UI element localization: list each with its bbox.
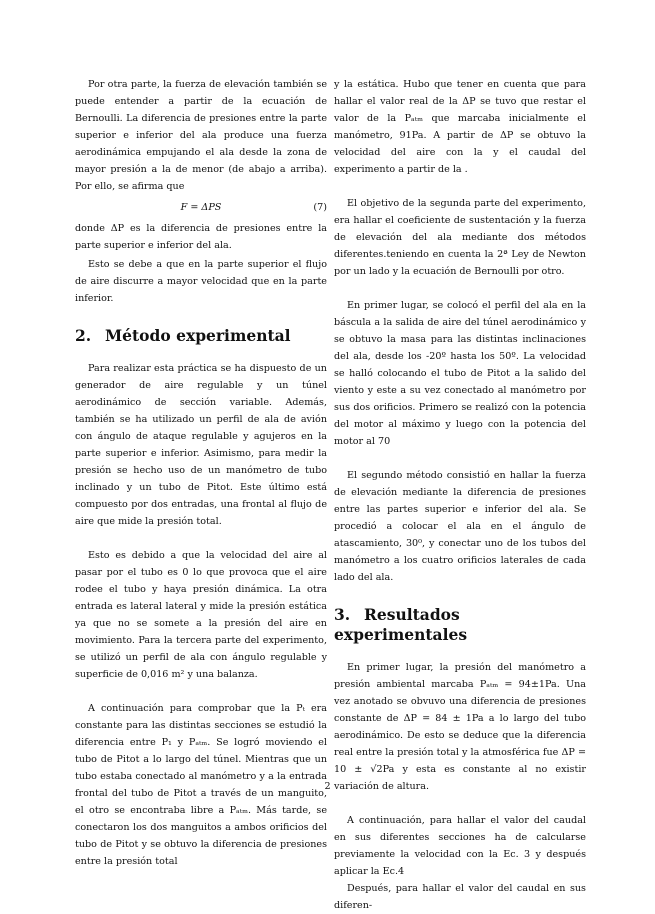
section-title: Método experimental	[105, 326, 291, 345]
paragraph: Después, para hallar el valor del caudal en sus diferen-	[334, 883, 586, 911]
paragraph: donde ΔP es la diferencia de presiones entre la parte superior e inferior del ala.	[75, 223, 327, 251]
paragraph: En primer lugar, se colocó el perfil del ala en la báscula a la salida de aire del túnel aerodinámico y se obtuvo la masa para las distintas inclinaciones del ala, desde los -20º hasta los 50º. La velocidad se halló colocando el tubo de Pitot a la salido del viento y este a su vez conectado al manómetro por sus dos orificios. Primero se realizó con la potencia del motor al máximo y luego con la potencia del motor al 70	[334, 300, 586, 447]
section-heading-2	[75, 326, 327, 346]
paragraph: En primer lugar, la presión del manómetro a presión ambiental marcaba Pₐₜₘ = 94±1Pa. Una vez anotado se obvuvo una diferencia de presiones constante de ΔP = 84 ± 1Pa a lo largo del tubo aerodinámico. De esto se deduce que la diferencia real entre la presión total y la atmosférica fue ΔP = 10 ± √2Pa y esta es constante al no existir variación de altura.	[334, 662, 586, 792]
equation-expression: F = ΔPS	[180, 202, 222, 213]
paragraph: Por otra parte, la fuerza de elevación también se puede entender a partir de la ecuación de Bernoulli. La diferencia de presiones entre la parte superior e inferior del ala produce una fuerza aerodinámica empujando el ala desde la zona de mayor presión a la de menor (de abajo a arriba). Por ello, se afirma que	[75, 79, 327, 192]
paragraph: Esto es debido a que la velocidad del aire al pasar por el tubo es 0 lo que provoca que el aire rodee el tubo y haya presión dinámica. La otra entrada es lateral lateral y mide la presión estática ya que no se somete a la presión del aire en movimiento. Para la tercera parte del experimento, se utilizó un perfil de ala con ángulo regulable y superficie de 0,016 m² y una balanza.	[75, 550, 327, 680]
left-column	[75, 76, 327, 870]
section-number: 2.	[75, 326, 92, 345]
equation-7	[75, 199, 327, 216]
equation-number: (7)	[313, 202, 327, 213]
section-number: 3.	[334, 605, 351, 624]
paragraph: A continuación, para hallar el valor del caudal en sus diferentes secciones ha de calcularse previamente la velocidad con la Ec. 3 y después aplicar la Ec.4	[334, 815, 586, 877]
section-heading-3	[334, 605, 586, 645]
page-number: 2	[324, 781, 331, 792]
section-title: Resultados experimentales	[334, 605, 468, 644]
paragraph: y la estática. Hubo que tener en cuenta que para hallar el valor real de la ΔP se tuvo que restar el valor de la Pₐₜₘ que marcaba inicialmente el manómetro, 91Pa. A partir de ΔP se obtuvo la velocidad del aire con la y el caudal del experimento a partir de la .	[334, 79, 586, 175]
paragraph: Esto se debe a que en la parte superior el flujo de aire discurre a mayor velocidad que en la parte inferior.	[75, 259, 327, 304]
paragraph: El segundo método consistió en hallar la fuerza de elevación mediante la diferencia de presiones entre las partes superior e inferior del ala. Se procedió a colocar el ala en el ángulo de atascamiento, 30⁰, y conectar uno de los tubos del manómetro a los cuatro orificios laterales de cada lado del ala.	[334, 470, 586, 583]
paragraph: Para realizar esta práctica se ha dispuesto de un generador de aire regulable y un túnel aerodinámico de sección variable. Además, también se ha utilizado un perfil de ala de avión con ángulo de ataque regulable y agujeros en la parte superior e inferior. Asimismo, para medir la presión se hecho uso de un manómetro de tubo inclinado y un tubo de Pitot. Este último está compuesto por dos entradas, una frontal al flujo de aire que mide la presión total.	[75, 363, 327, 527]
paragraph: A continuación para comprobar que la Pₜ era constante para las distintas secciones se estudió la diferencia entre P₁ y Pₐₜₘ. Se logró moviendo el tubo de Pitot a lo largo del túnel. Mientras que un tubo estaba conectado al manómetro y a la entrada frontal del tubo de Pitot a través de un manguito, el otro se encontraba libre a Pₐₜₘ. Más tarde, se conectaron los dos manguitos a ambos orificios del tubo de Pitot y se obtuvo la diferencia de presiones entre la presión total	[75, 703, 327, 867]
paragraph: El objetivo de la segunda parte del experimento, era hallar el coeficiente de sustentación y la fuerza de elevación del ala mediante dos métodos diferentes.teniendo en cuenta la 2ª Ley de Newton por un lado y la ecuación de Bernoulli por otro.	[334, 198, 586, 277]
